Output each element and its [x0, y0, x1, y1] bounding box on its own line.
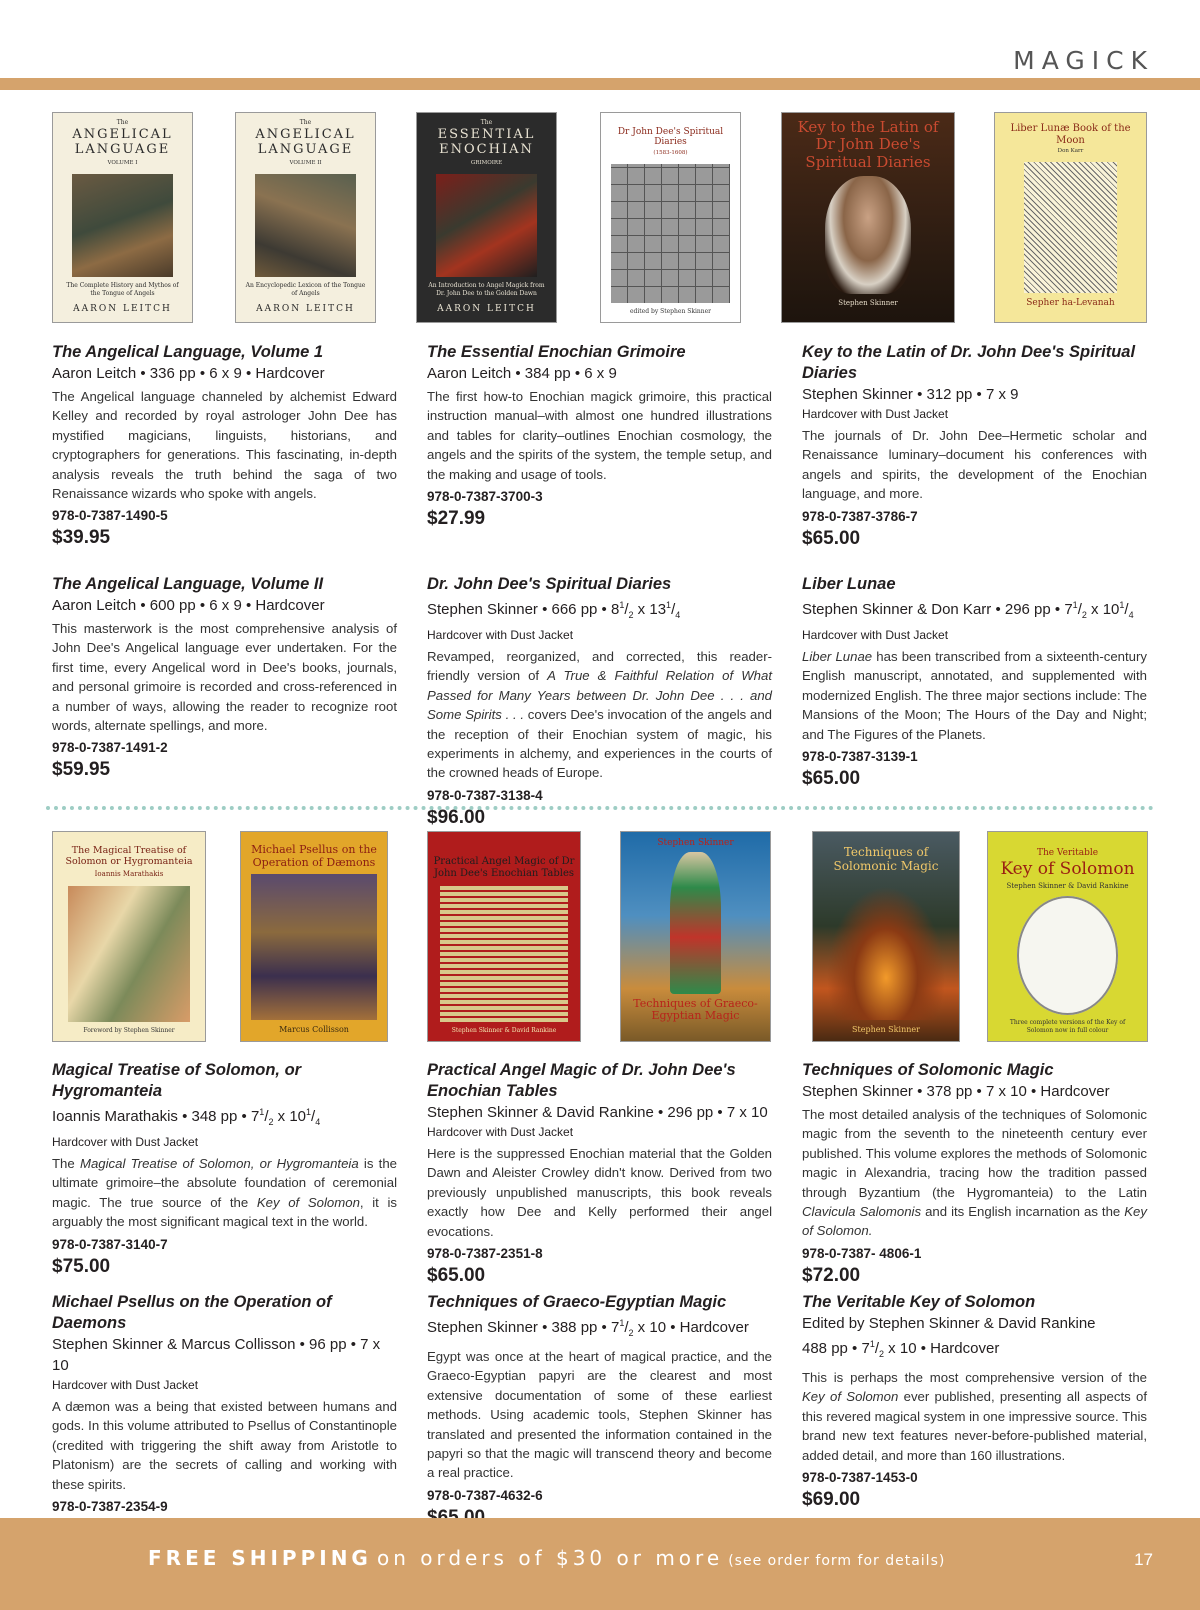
book-solomonic-magic	[802, 1060, 1147, 1288]
cover-subtitle: VOLUME II	[289, 159, 322, 166]
cover-hebrew-title: Sepher ha-Levanah	[1026, 298, 1115, 309]
book-isbn: 978-0-7387-1453-0	[802, 1470, 918, 1486]
book-title[interactable]: Key to the Latin of Dr. John Dee's Spiritual Diaries	[802, 343, 1136, 382]
book-isbn: 978-0-7387-1491-2	[52, 740, 168, 756]
book-title[interactable]: Techniques of Graeco-Egyptian Magic	[427, 1293, 727, 1311]
desc-text: The	[52, 1156, 80, 1171]
frac-den: 4	[675, 610, 681, 620]
free-shipping-notice[interactable]	[148, 1546, 945, 1570]
cover-author: AARON LEITCH	[437, 304, 536, 314]
cover-practical-angel-magic[interactable]	[427, 831, 581, 1042]
frac-num: 1	[1072, 600, 1078, 610]
frac-den: 2	[628, 610, 634, 620]
cover-author: AARON LEITCH	[73, 304, 172, 314]
cover-enochian-table	[440, 884, 568, 1022]
book-isbn: 978-0-7387-3138-4	[427, 787, 543, 803]
meta-text: Ioannis Marathakis • 348 pp • 7	[52, 1108, 260, 1125]
section-title: MAGICK	[1013, 46, 1154, 75]
cover-illustration	[436, 174, 536, 278]
cover-subtitle: Don Karr	[1057, 148, 1084, 154]
desc-text: This is perhaps the most comprehensive version of the	[802, 1370, 1147, 1385]
meta-text: x 10	[273, 1108, 307, 1125]
cover-title: Key to the Latin of Dr John Dee's Spiritual Diaries	[797, 118, 939, 171]
free-shipping-details: (see order form for details)	[728, 1553, 946, 1569]
book-title[interactable]: The Veritable Key of Solomon	[802, 1293, 1036, 1311]
book-liber-lunae	[802, 574, 1147, 791]
book-price: $69.00	[802, 1489, 861, 1511]
book-title[interactable]: Liber Lunae	[802, 575, 896, 593]
cover-essential-enochian-grimoire[interactable]	[416, 112, 557, 323]
book-angelical-language-vol2	[52, 574, 397, 782]
cover-foreword: Foreword by Stephen Skinner	[83, 1027, 175, 1035]
page-number: 17	[1134, 1550, 1153, 1569]
meta-text: x 10	[1086, 601, 1120, 618]
footer-banner	[0, 1518, 1200, 1610]
book-practical-angel-magic	[427, 1060, 772, 1288]
book-description: The Angelical language channeled by alchemist Edward Kelley and recorded by royal astrologer John Dee has mystified magicians, linguists, historians, and cryptographers for generations. This fascinating, in-depth analysis reveals the truth behind the saga of two Renaissance wizards who spoke with angels.	[52, 389, 397, 502]
frac-num: 1	[306, 1107, 312, 1117]
book-meta: Aaron Leitch • 336 pp • 6 x 9 • Hardcover	[52, 365, 325, 382]
cover-title: Liber Lunæ Book of the Moon	[1010, 123, 1131, 146]
frac-num: 1	[619, 1318, 625, 1328]
desc-text: and its English incarnation as the	[921, 1204, 1125, 1220]
frac-num: 1	[1119, 600, 1125, 610]
desc-italic: Clavicula Salomonis	[802, 1204, 922, 1220]
book-price: $39.95	[52, 527, 111, 549]
meta-text: 488 pp • 7	[802, 1340, 870, 1357]
free-shipping-label: FREE SHIPPING	[148, 1546, 372, 1570]
cover-title: Dr John Dee's Spiritual Diaries	[617, 127, 724, 148]
book-description	[802, 1105, 1147, 1241]
book-meta-2: 488 pp • $7^1/_2$ x 10 • Hardcover	[802, 1339, 1000, 1359]
desc-italic: Magical Treatise of Solomon, or Hygromanteia	[79, 1156, 359, 1171]
book-title[interactable]: Magical Treatise of Solomon, or Hygromanteia	[52, 1061, 302, 1100]
meta-text: Stephen Skinner • 388 pp • 7	[427, 1319, 620, 1336]
book-dee-spiritual-diaries	[427, 574, 772, 830]
book-michael-psellus	[52, 1292, 397, 1541]
book-description	[427, 647, 772, 783]
frac-num: 1	[869, 1339, 875, 1349]
book-meta: Stephen Skinner • 666 pp • $8^1/_2$ x $13^1/_4$	[427, 600, 681, 620]
book-title[interactable]: Techniques of Solomonic Magic	[802, 1061, 1054, 1079]
book-isbn: 978-0-7387-3700-3	[427, 489, 543, 505]
cover-angelical-language-vol2[interactable]	[235, 112, 376, 323]
book-meta: Edited by Stephen Skinner & David Rankine	[802, 1315, 1096, 1332]
book-binding: Hardcover with Dust Jacket	[52, 1378, 199, 1392]
frac-den: 2	[1081, 610, 1087, 620]
frac-den: 4	[315, 1117, 321, 1127]
book-description: The first how-to Enochian magick grimoire, this practical instruction manual–with almost one hundred illustrations and tables for clarity–outlines Enochian cosmology, the angels and the spirits of the system, the temple setup, and the making and usage of tools.	[427, 389, 772, 482]
frac-den: 4	[1128, 610, 1134, 620]
book-meta: Stephen Skinner • 388 pp • $7^1/_2$ x 10 • Hardcover	[427, 1318, 749, 1338]
book-price: $65.00	[802, 527, 861, 549]
frac-den: 2	[879, 1349, 885, 1359]
cover-liber-lunae[interactable]	[994, 112, 1147, 323]
cover-title: ANGELICAL LANGUAGE	[255, 127, 356, 157]
book-isbn: 978-0-7387-3786-7	[802, 508, 918, 524]
book-price: $65.00	[427, 1265, 486, 1287]
cover-figure	[670, 852, 721, 994]
cover-subtitle: VOLUME I	[107, 159, 138, 166]
cover-graeco-egyptian-magic[interactable]	[620, 831, 771, 1042]
cover-author: Stephen Skinner	[657, 838, 734, 848]
book-binding: Hardcover with Dust Jacket	[427, 628, 574, 642]
book-title[interactable]: Dr. John Dee's Spiritual Diaries	[427, 575, 672, 593]
book-price: $59.95	[52, 759, 111, 781]
book-description	[802, 647, 1147, 744]
cover-illustration	[251, 874, 377, 1019]
book-title[interactable]: Michael Psellus on the Operation of Daemons	[52, 1293, 332, 1332]
book-magical-treatise-solomon	[52, 1060, 397, 1279]
desc-text: is the ultimate grimoire–the absolute foundation of ceremonial magic. The true source of the	[52, 1156, 398, 1210]
cover-title: ESSENTIAL ENOCHIAN	[437, 127, 536, 157]
desc-text: The most detailed analysis of the techniques of Solomonic magic from the seventh to the nineteenth century ever published. This volume explores the methods of Solomonic magic in Alexandria, tracing how the tradition passed through Byzantium (the Hygromanteia) to the Latin	[802, 1107, 1147, 1200]
cover-landscape	[822, 879, 950, 1020]
book-binding: Hardcover with Dust Jacket	[802, 628, 949, 642]
cover-top-text: The	[480, 119, 493, 126]
desc-text: covers Dee's invocation of the angels and the reception of their Enochian system of magic, his experiments in alchemy, and experiences in the courts of the crowned heads of Europe.	[427, 707, 772, 781]
cover-illustration	[255, 174, 355, 278]
meta-text: x 10 • Hardcover	[884, 1340, 1000, 1357]
book-description: The journals of Dr. John Dee–Hermetic scholar and Renaissance luminary–document his conferences with angels and spirits, the development of the Enochian language, and more.	[802, 428, 1147, 502]
book-title[interactable]: The Angelical Language, Volume II	[52, 575, 324, 593]
desc-text: ever published, presenting all aspects of this revered magical system in one impressive source. This brand new text features never-before-published material, added detail, and more than 160 illustrations.	[802, 1389, 1147, 1463]
book-isbn: 978-0-7387- 4806-1	[802, 1245, 922, 1261]
frac-num: 1	[259, 1107, 265, 1117]
cover-solomonic-magic[interactable]	[812, 831, 960, 1042]
desc-text: Revamped, reorganized, and corrected, this reader-friendly version of	[427, 649, 772, 684]
book-binding: Hardcover with Dust Jacket	[802, 407, 949, 421]
book-isbn: 978-0-7387-1490-5	[52, 508, 168, 524]
book-meta: Stephen Skinner & Marcus Collisson • 96 pp • 7 x 10	[52, 1336, 381, 1374]
cover-angelical-language-vol1[interactable]	[52, 112, 193, 323]
cover-veritable-key-of-solomon[interactable]	[987, 831, 1148, 1042]
cover-subtitle: GRIMOIRE	[470, 159, 503, 166]
book-isbn: 978-0-7387-2351-8	[427, 1246, 543, 1262]
book-meta: Stephen Skinner • 312 pp • 7 x 9	[802, 386, 1019, 403]
frac-num: 1	[666, 600, 672, 610]
desc-italic: Key of Solomon	[802, 1389, 899, 1405]
book-description	[802, 1368, 1147, 1465]
cover-title: Practical Angel Magic of Dr John Dee's Enochian Tables	[433, 856, 575, 879]
book-title[interactable]: Practical Angel Magic of Dr. John Dee's Enochian Tables	[427, 1061, 736, 1100]
book-meta: Aaron Leitch • 384 pp • 6 x 9	[427, 365, 617, 382]
cover-top-text: The	[299, 119, 312, 126]
book-isbn: 978-0-7387-3139-1	[802, 749, 918, 765]
desc-italic: Key of Solomon	[256, 1194, 360, 1210]
book-meta: Stephen Skinner • 378 pp • 7 x 10 • Hardcover	[802, 1083, 1110, 1100]
book-price: $96.00	[427, 806, 486, 828]
cover-author: Stephen Skinner	[838, 298, 898, 307]
cover-title: Key of Solomon	[1000, 859, 1135, 879]
cover-sigil	[1017, 896, 1119, 1015]
book-graeco-egyptian-magic	[427, 1292, 772, 1530]
cover-tagline: Three complete versions of the Key of Solomon now in full colour	[1009, 1019, 1126, 1035]
cover-top-text: The	[116, 119, 129, 126]
book-meta: Ioannis Marathakis • 348 pp • $7^1/_2$ x $10^1/_4$	[52, 1107, 321, 1127]
meta-text: Stephen Skinner & Don Karr • 296 pp • 7	[802, 601, 1073, 618]
book-description: A dæmon was a being that existed between humans and gods. In this volume attributed to Psellus of Constantinople (credited with triggering the shift away from Aristotle to Platonism) are the secrets of calling and working with these spirits.	[52, 1399, 397, 1492]
book-isbn: 978-0-7387-2354-9	[52, 1499, 168, 1515]
cover-top-text: The Veritable	[1036, 848, 1099, 858]
free-shipping-condition: on orders of $30 or more	[376, 1546, 724, 1570]
cover-tagline: An Introduction to Angel Magick from Dr. John Dee to the Golden Dawn	[428, 282, 545, 298]
frac-num: 1	[619, 600, 625, 610]
book-veritable-key-of-solomon	[802, 1292, 1147, 1512]
book-price: $65.00	[802, 768, 861, 790]
book-description: Egypt was once at the heart of magical practice, and the Graeco-Egyptian papyri are the clearest and most extensive documentation of some of these earliest methods. Using academic tools, Stephen Skinner has translated and presented the information contained in the papyri so that the magic will transcend theory and become a real practice.	[427, 1349, 772, 1481]
book-price: $27.99	[427, 508, 486, 530]
frac-den: 2	[628, 1328, 634, 1338]
book-title[interactable]: The Angelical Language, Volume 1	[52, 343, 324, 361]
cover-author: Marcus Collisson	[279, 1024, 349, 1034]
book-price: $72.00	[802, 1264, 861, 1286]
book-description: Here is the suppressed Enochian material that the Golden Dawn and Aleister Crowley didn't know. Derived from two previously unpublished manuscripts, this book reveals exactly how Dee and Kelly performed their angel evocations.	[427, 1146, 772, 1239]
cover-title: Techniques of Solomonic Magic	[833, 845, 939, 873]
book-price: $75.00	[52, 1255, 111, 1277]
cover-author: Ioannis Marathakis	[94, 869, 164, 878]
book-essential-enochian-grimoire	[427, 342, 772, 531]
cover-illustration	[1024, 162, 1118, 293]
cover-editor: edited by Stephen Skinner	[629, 308, 712, 316]
desc-italic: A True & Faithful Relation of What Passed for Many Years between Dr. John Dee . . . and Some Spirits . . .	[427, 668, 772, 723]
cover-dee-spiritual-diaries[interactable]	[600, 112, 741, 323]
cover-title: ANGELICAL LANGUAGE	[72, 127, 173, 157]
book-description	[52, 1154, 397, 1232]
desc-italic: Key of Solomon.	[802, 1204, 1147, 1239]
cover-title: The Magical Treatise of Solomon or Hygromanteia	[65, 845, 193, 867]
cover-title: Techniques of Graeco-Egyptian Magic	[633, 996, 758, 1023]
book-description: This masterwork is the most comprehensive analysis of John Dee's Angelical language ever undertaken. For the first time, every Angelical word in Dee's books, journals, and personal grimoire is recorded and cross-referenced in a number of ways, allowing the reader to recognize root words, alternate spellings, and more.	[52, 621, 397, 734]
cover-author: Stephen Skinner	[852, 1024, 920, 1034]
cover-title: Michael Psellus on the Operation of Dæmons	[251, 843, 377, 869]
book-meta: Stephen Skinner & David Rankine • 296 pp • 7 x 10	[427, 1104, 768, 1121]
cover-magical-treatise-solomon[interactable]	[52, 831, 206, 1042]
cover-portrait	[825, 176, 911, 294]
cover-illustration	[611, 164, 731, 304]
book-key-to-latin	[802, 342, 1147, 551]
cover-author: AARON LEITCH	[256, 304, 355, 314]
desc-text: , it is arguably the most significant magical text in the world.	[52, 1194, 397, 1230]
meta-text: x 10 • Hardcover	[633, 1319, 749, 1336]
cover-tagline: The Complete History and Mythos of the Tongue of Angels	[66, 282, 179, 298]
top-rule	[0, 78, 1200, 90]
cover-authors: Stephen Skinner & David Rankine	[1006, 881, 1129, 890]
desc-text: has been transcribed from a sixteenth-century English manuscript, annotated, and supplemented with modernized English. The three major sections include: The Mansions of the Moon; The Hours of the Day and Night; and The Figures of the Planets.	[802, 649, 1147, 742]
book-angelical-language-vol1	[52, 342, 397, 550]
cover-illustration	[68, 886, 190, 1023]
book-title[interactable]: The Essential Enochian Grimoire	[427, 343, 686, 361]
cover-tagline: An Encyclopedic Lexicon of the Tongue of Angels	[245, 282, 366, 298]
book-isbn: 978-0-7387-3140-7	[52, 1236, 168, 1252]
cover-subtitle: (1583-1608)	[653, 149, 688, 156]
book-isbn: 978-0-7387-4632-6	[427, 1487, 543, 1503]
cover-michael-psellus[interactable]	[240, 831, 388, 1042]
frac-den: 2	[268, 1117, 274, 1127]
meta-text: Stephen Skinner • 666 pp • 8	[427, 601, 620, 618]
meta-text: x 13	[633, 601, 667, 618]
section-divider	[46, 806, 1154, 810]
cover-authors: Stephen Skinner & David Rankine	[451, 1027, 557, 1035]
book-binding: Hardcover with Dust Jacket	[52, 1135, 199, 1149]
cover-illustration	[72, 174, 172, 278]
book-binding: Hardcover with Dust Jacket	[427, 1125, 574, 1139]
book-meta: Aaron Leitch • 600 pp • 6 x 9 • Hardcover	[52, 597, 325, 614]
desc-italic: Liber Lunae	[802, 649, 873, 664]
cover-key-to-latin[interactable]	[781, 112, 955, 323]
book-meta: Stephen Skinner & Don Karr • 296 pp • $7^1/_2$ x $10^1/_4$	[802, 600, 1134, 620]
